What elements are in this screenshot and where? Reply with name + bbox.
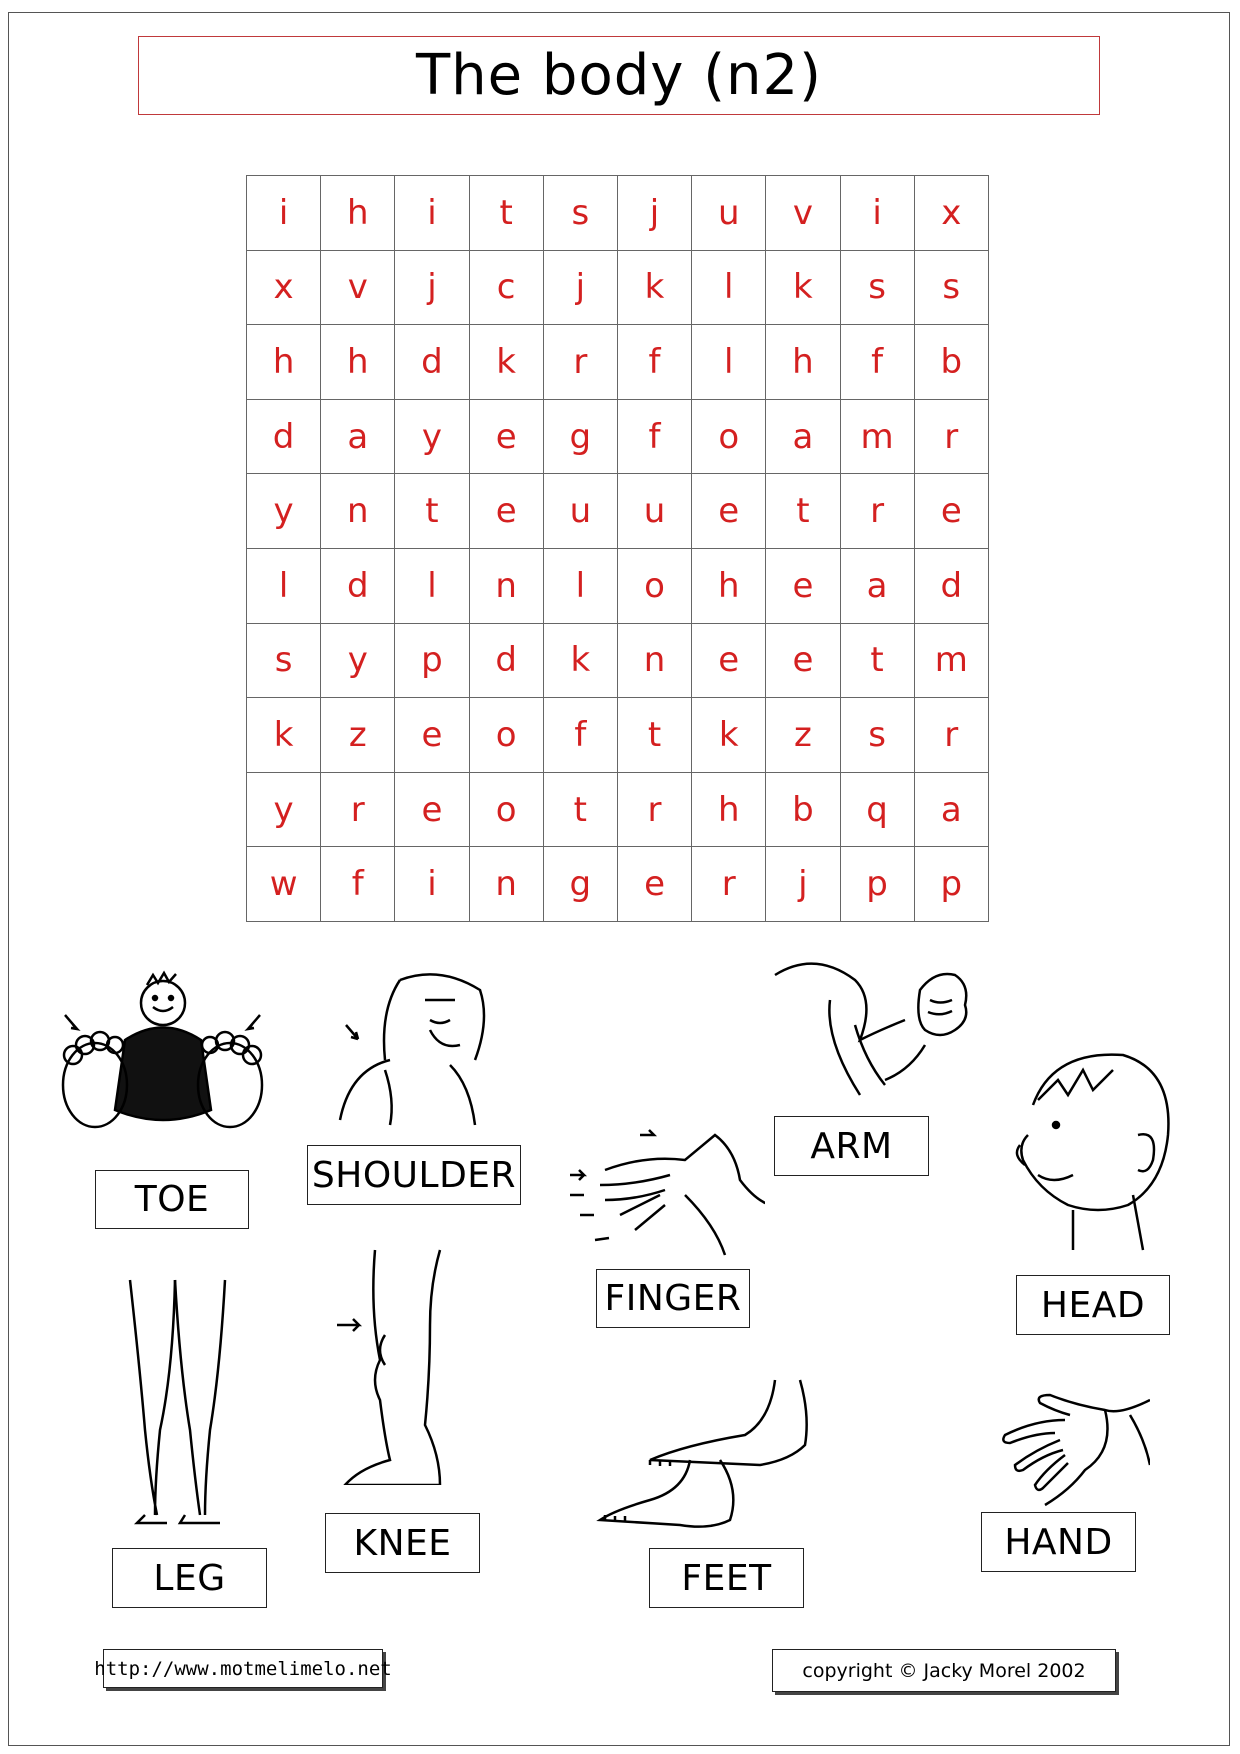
- grid-row: [247, 698, 989, 773]
- grid-row: [247, 847, 989, 922]
- grid-cell[interactable]: x: [914, 176, 988, 251]
- grid-row: [247, 548, 989, 623]
- label-arm: ARM: [774, 1116, 929, 1176]
- grid-cell[interactable]: a: [766, 399, 840, 474]
- word-search-grid: [246, 175, 989, 922]
- grid-cell[interactable]: p: [840, 847, 914, 922]
- grid-cell[interactable]: k: [247, 698, 321, 773]
- grid-cell[interactable]: d: [469, 623, 543, 698]
- grid-cell[interactable]: l: [247, 548, 321, 623]
- grid-cell[interactable]: f: [617, 399, 691, 474]
- feet-illustration: [595, 1375, 835, 1540]
- title-box: [138, 36, 1100, 115]
- grid-cell[interactable]: p: [914, 847, 988, 922]
- grid-cell[interactable]: c: [469, 250, 543, 325]
- grid-cell[interactable]: e: [395, 698, 469, 773]
- grid-cell[interactable]: l: [395, 548, 469, 623]
- grid-cell[interactable]: e: [469, 399, 543, 474]
- grid-cell[interactable]: t: [617, 698, 691, 773]
- grid-cell[interactable]: t: [840, 623, 914, 698]
- grid-cell[interactable]: m: [914, 623, 988, 698]
- grid-cell[interactable]: p: [395, 623, 469, 698]
- grid-cell[interactable]: k: [617, 250, 691, 325]
- grid-cell[interactable]: r: [914, 399, 988, 474]
- grid-cell[interactable]: l: [692, 325, 766, 400]
- shoulder-illustration: [330, 970, 500, 1130]
- grid-cell[interactable]: a: [914, 772, 988, 847]
- grid-cell[interactable]: d: [247, 399, 321, 474]
- grid-cell[interactable]: g: [543, 399, 617, 474]
- grid-cell[interactable]: i: [840, 176, 914, 251]
- grid-cell[interactable]: r: [692, 847, 766, 922]
- toe-illustration: [55, 965, 270, 1155]
- grid-cell[interactable]: z: [321, 698, 395, 773]
- grid-cell[interactable]: s: [247, 623, 321, 698]
- grid-cell[interactable]: m: [840, 399, 914, 474]
- grid-cell[interactable]: r: [840, 474, 914, 549]
- grid-cell[interactable]: d: [914, 548, 988, 623]
- grid-row: [247, 772, 989, 847]
- grid-row: [247, 623, 989, 698]
- grid-cell[interactable]: a: [840, 548, 914, 623]
- grid-cell[interactable]: h: [247, 325, 321, 400]
- leg-illustration: [115, 1275, 245, 1530]
- finger-illustration: [565, 1125, 765, 1265]
- grid-cell[interactable]: y: [395, 399, 469, 474]
- grid-cell[interactable]: t: [766, 474, 840, 549]
- grid-cell[interactable]: h: [321, 325, 395, 400]
- knee-illustration: [335, 1245, 465, 1485]
- grid-cell[interactable]: j: [766, 847, 840, 922]
- grid-cell[interactable]: y: [321, 623, 395, 698]
- label-knee: KNEE: [325, 1513, 480, 1573]
- grid-cell[interactable]: n: [469, 847, 543, 922]
- grid-cell[interactable]: u: [692, 176, 766, 251]
- grid-row: [247, 474, 989, 549]
- grid-cell[interactable]: q: [840, 772, 914, 847]
- grid-cell[interactable]: e: [692, 623, 766, 698]
- grid-cell[interactable]: b: [914, 325, 988, 400]
- grid-cell[interactable]: s: [543, 176, 617, 251]
- page-title: The body (n2): [415, 43, 823, 108]
- grid-cell[interactable]: o: [469, 698, 543, 773]
- grid-cell[interactable]: j: [395, 250, 469, 325]
- grid-cell[interactable]: h: [766, 325, 840, 400]
- grid-row: [247, 250, 989, 325]
- grid-cell[interactable]: v: [766, 176, 840, 251]
- label-leg: LEG: [112, 1548, 267, 1608]
- grid-cell[interactable]: f: [543, 698, 617, 773]
- grid-cell[interactable]: f: [617, 325, 691, 400]
- grid-cell[interactable]: j: [543, 250, 617, 325]
- label-feet: FEET: [649, 1548, 804, 1608]
- grid-cell[interactable]: h: [321, 176, 395, 251]
- grid-cell[interactable]: y: [247, 772, 321, 847]
- grid-cell[interactable]: l: [692, 250, 766, 325]
- grid-cell[interactable]: e: [914, 474, 988, 549]
- grid-cell[interactable]: o: [617, 548, 691, 623]
- grid-cell[interactable]: n: [617, 623, 691, 698]
- grid-cell[interactable]: t: [469, 176, 543, 251]
- footer-copyright: copyright © Jacky Morel 2002: [772, 1649, 1116, 1692]
- grid-cell[interactable]: n: [321, 474, 395, 549]
- grid-cell[interactable]: b: [766, 772, 840, 847]
- grid-cell[interactable]: t: [543, 772, 617, 847]
- grid-cell[interactable]: i: [247, 176, 321, 251]
- grid-cell[interactable]: r: [321, 772, 395, 847]
- grid-cell[interactable]: e: [766, 623, 840, 698]
- grid-cell[interactable]: a: [321, 399, 395, 474]
- grid-cell[interactable]: s: [840, 250, 914, 325]
- grid-cell[interactable]: e: [395, 772, 469, 847]
- grid-cell[interactable]: y: [247, 474, 321, 549]
- grid-row: [247, 399, 989, 474]
- grid-cell[interactable]: o: [692, 399, 766, 474]
- grid-cell[interactable]: e: [766, 548, 840, 623]
- grid-cell[interactable]: e: [469, 474, 543, 549]
- grid-row: [247, 176, 989, 251]
- grid-cell[interactable]: z: [766, 698, 840, 773]
- grid-cell[interactable]: r: [914, 698, 988, 773]
- grid-cell[interactable]: f: [321, 847, 395, 922]
- label-shoulder: SHOULDER: [307, 1145, 521, 1205]
- grid-cell[interactable]: j: [617, 176, 691, 251]
- grid-row: [247, 325, 989, 400]
- label-hand: HAND: [981, 1512, 1136, 1572]
- grid-cell[interactable]: i: [395, 847, 469, 922]
- head-illustration: [1008, 1045, 1178, 1255]
- grid-cell[interactable]: l: [543, 548, 617, 623]
- grid-cell[interactable]: k: [543, 623, 617, 698]
- grid-cell[interactable]: k: [692, 698, 766, 773]
- label-toe: TOE: [95, 1170, 249, 1229]
- grid-cell[interactable]: h: [692, 772, 766, 847]
- grid-cell[interactable]: u: [543, 474, 617, 549]
- grid-cell[interactable]: e: [692, 474, 766, 549]
- label-head: HEAD: [1016, 1275, 1170, 1335]
- grid-cell[interactable]: v: [321, 250, 395, 325]
- grid-cell[interactable]: h: [692, 548, 766, 623]
- grid-cell[interactable]: i: [395, 176, 469, 251]
- grid-cell[interactable]: d: [321, 548, 395, 623]
- hand-illustration: [1000, 1385, 1150, 1510]
- grid-cell[interactable]: r: [543, 325, 617, 400]
- grid-cell[interactable]: s: [840, 698, 914, 773]
- grid-cell[interactable]: n: [469, 548, 543, 623]
- grid-cell[interactable]: s: [914, 250, 988, 325]
- grid-cell[interactable]: o: [469, 772, 543, 847]
- grid-cell[interactable]: r: [617, 772, 691, 847]
- grid-cell[interactable]: k: [469, 325, 543, 400]
- grid-cell[interactable]: t: [395, 474, 469, 549]
- grid-cell[interactable]: k: [766, 250, 840, 325]
- grid-cell[interactable]: u: [617, 474, 691, 549]
- footer-url[interactable]: http://www.motmelimelo.net: [103, 1649, 383, 1688]
- grid-cell[interactable]: d: [395, 325, 469, 400]
- grid-cell[interactable]: x: [247, 250, 321, 325]
- label-finger: FINGER: [596, 1269, 750, 1328]
- grid-cell[interactable]: g: [543, 847, 617, 922]
- grid-cell[interactable]: w: [247, 847, 321, 922]
- grid-cell[interactable]: e: [617, 847, 691, 922]
- grid-cell[interactable]: f: [840, 325, 914, 400]
- arm-illustration: [770, 950, 980, 1100]
